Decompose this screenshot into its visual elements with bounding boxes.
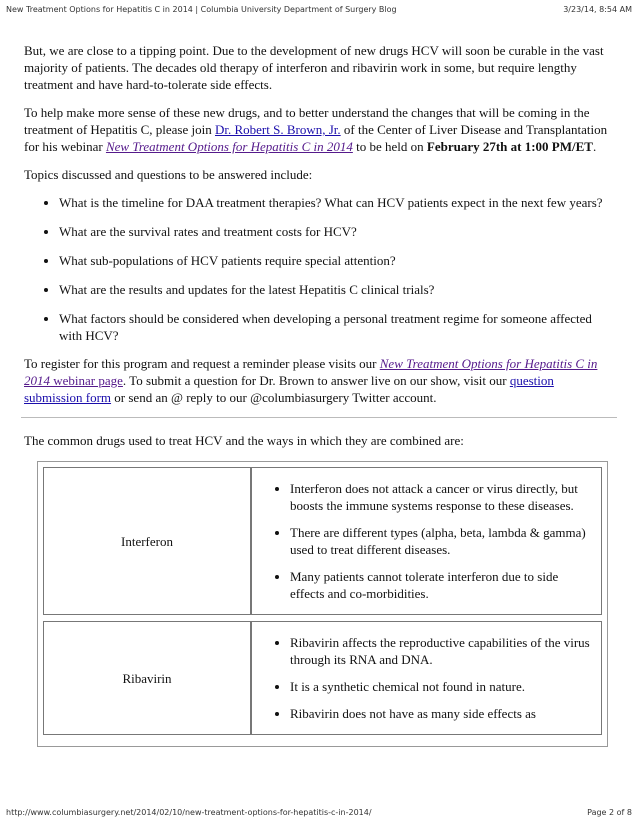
- drug-points: [252, 634, 595, 722]
- table-row: [43, 467, 602, 615]
- drug-point: • Many patients cannot tolerate interferon due to side effects and co-morbidities.: [290, 568, 595, 602]
- section-divider: [21, 417, 617, 418]
- intro-paragraph: But, we are close to a tipping point. Due to the development of new drugs HCV will soon be curable in the vast majority of patients. The decades old therapy of interferon and ribavirin work in some, but require lengthy treatment and have hard-to-tolerate side effects.: [24, 43, 604, 92]
- topic-item: • What are the results and updates for the latest Hepatitis C clinical trials?: [59, 281, 614, 298]
- webinar-page-link-suffix: webinar page: [50, 373, 123, 388]
- webinar-text-3: to be held on: [352, 139, 427, 154]
- drug-details-cell: [251, 621, 602, 735]
- webinar-page-link-title: New Treatment Options for Hepatitis C in 2014: [24, 356, 598, 388]
- drugs-table-frame: [37, 461, 608, 747]
- drug-point: • Interferon does not attack a cancer or virus directly, but boosts the immune systems response to these diseases.: [290, 480, 595, 514]
- question-form-link[interactable]: question submission form: [24, 373, 554, 405]
- drug-point: • It is a synthetic chemical not found in nature.: [290, 678, 595, 695]
- drug-name-cell: Ribavirin: [43, 621, 251, 735]
- drug-points: [252, 480, 595, 602]
- article-body: [24, 42, 614, 747]
- topic-item: • What is the timeline for DAA treatment therapies? What can HCV patients expect in the next few years?: [59, 194, 614, 211]
- drugs-table: [43, 461, 602, 741]
- print-header: [6, 5, 632, 14]
- drug-point: • Ribavirin affects the reproductive capabilities of the virus through its RNA and DNA.: [290, 634, 595, 668]
- print-footer: [6, 808, 632, 817]
- webinar-title-link[interactable]: New Treatment Options for Hepatitis C in 2014: [105, 139, 353, 154]
- topic-item: • What factors should be considered when developing a personal treatment regime for someone affected with HCV?: [59, 310, 614, 344]
- topics-list: [24, 194, 614, 344]
- drug-point: • Ribavirin does not have as many side effects as: [290, 705, 595, 722]
- register-text-1: To register for this program and request a reminder please visits our: [24, 356, 380, 371]
- webinar-date: February 27th at 1:00 PM/ET: [426, 139, 593, 154]
- print-header-title: New Treatment Options for Hepatitis C in 2014 | Columbia University Department of Surgery Blog: [6, 5, 397, 14]
- topics-intro: Topics discussed and questions to be answered include:: [24, 167, 313, 182]
- drugs-intro: The common drugs used to treat HCV and the ways in which they are combined are:: [24, 433, 464, 448]
- webinar-text-2: of the Center of Liver Disease and Transplantation for his webinar: [24, 122, 608, 154]
- doctor-link[interactable]: Dr. Robert S. Brown, Jr.: [214, 122, 341, 137]
- webinar-text-1: To help make more sense of these new drugs, and to better understand the changes that will be coming in the treatment of Hepatitis C, please join: [24, 105, 590, 137]
- print-footer-page: Page 2 of 8: [587, 808, 632, 817]
- table-row: [43, 621, 602, 735]
- webinar-text-4: .: [592, 139, 597, 154]
- print-header-timestamp: 3/23/14, 8:54 AM: [563, 5, 632, 14]
- topic-item: • What sub-populations of HCV patients require special attention?: [59, 252, 614, 269]
- register-text-2: . To submit a question for Dr. Brown to answer live on our show, visit our: [122, 373, 510, 388]
- drug-name-cell: Interferon: [43, 467, 251, 615]
- drug-details-cell: [251, 467, 602, 615]
- register-paragraph: [24, 355, 614, 406]
- print-footer-url: http://www.columbiasurgery.net/2014/02/10/new-treatment-options-for-hepatitis-c-in-2014/: [6, 808, 372, 817]
- topic-item: • What are the survival rates and treatment costs for HCV?: [59, 223, 614, 240]
- webinar-paragraph: [24, 104, 614, 155]
- register-text-3: or send an @ reply to our @columbiasurgery Twitter account.: [111, 390, 437, 405]
- drug-point: • There are different types (alpha, beta, lambda & gamma) used to treat different diseases.: [290, 524, 595, 558]
